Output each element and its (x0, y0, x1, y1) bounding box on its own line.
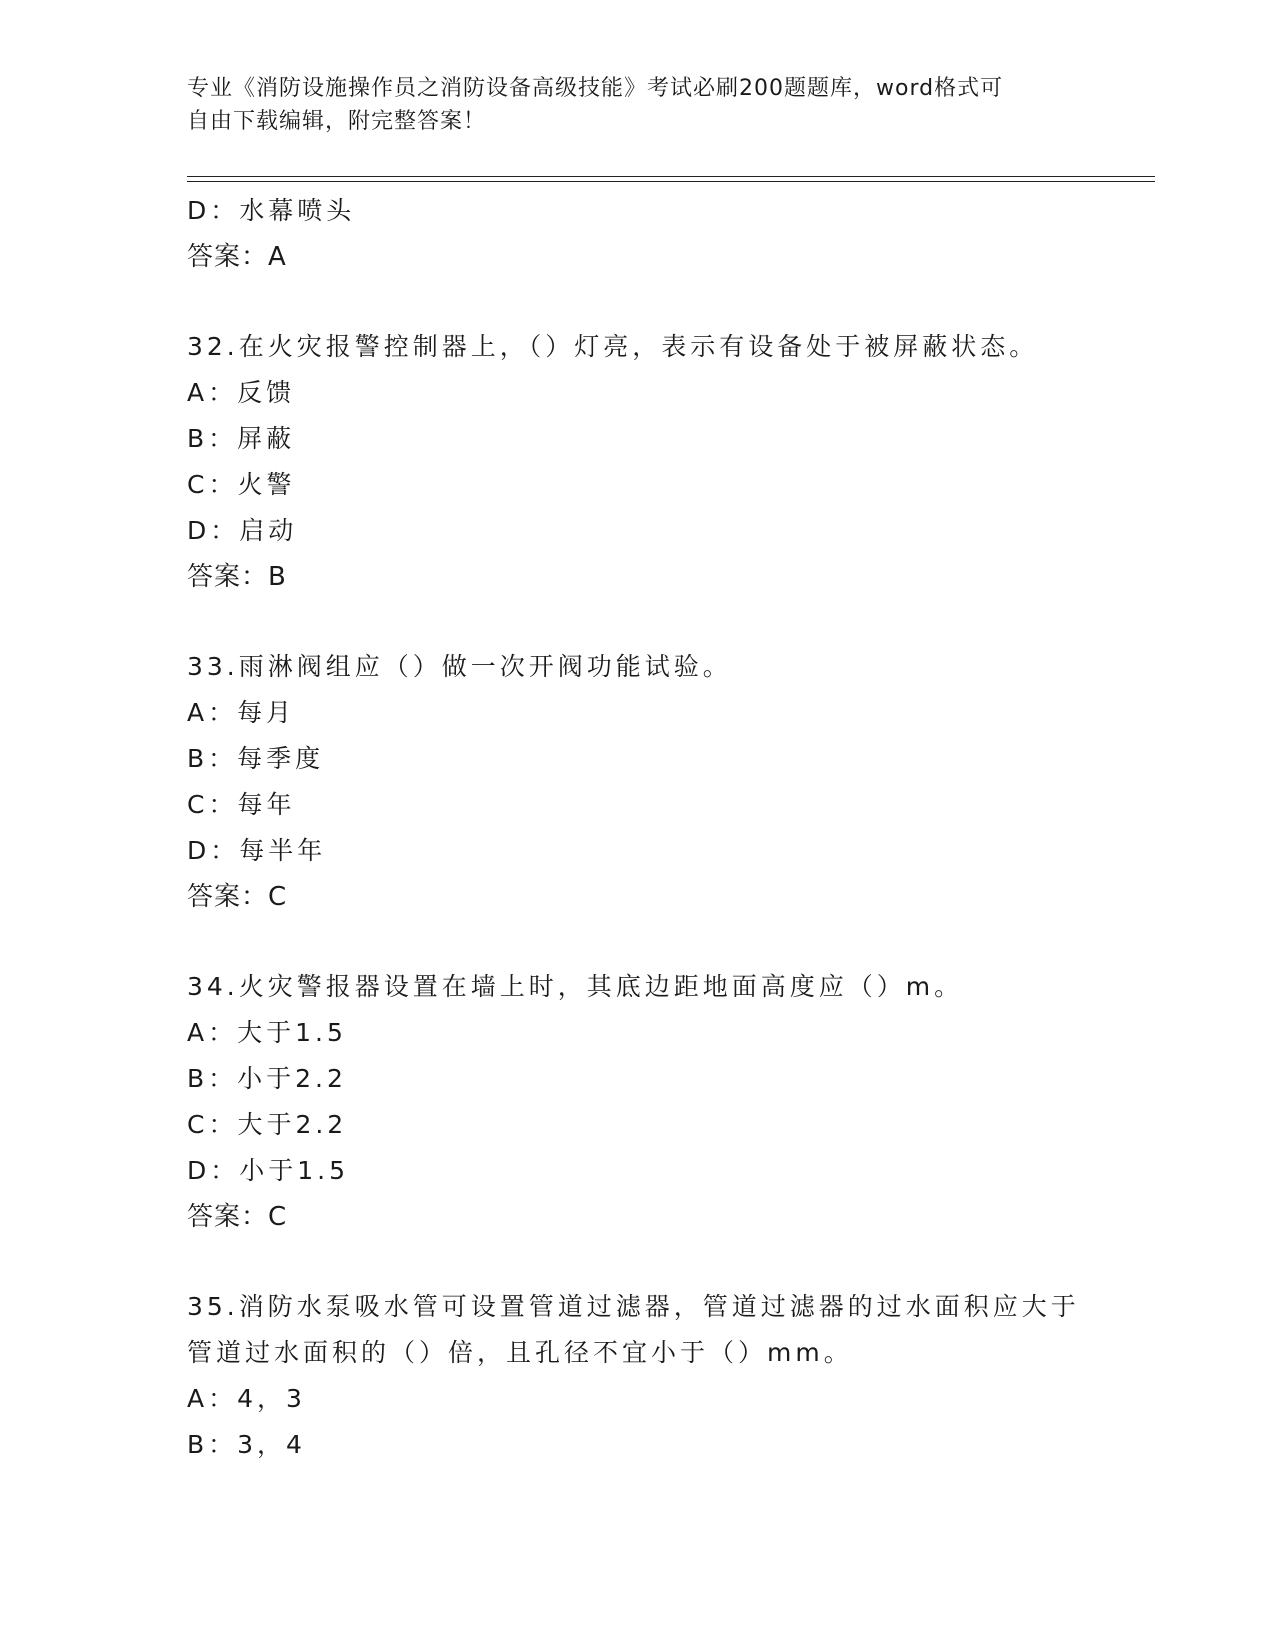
option-c: C：每年 (187, 790, 296, 819)
header-line-2: 自由下载编辑，附完整答案！ (187, 109, 487, 134)
option-d: D：启动 (187, 516, 298, 545)
question-text: 34.火灾警报器设置在墙上时，其底边距地面高度应（）m。 (187, 972, 964, 1001)
question-35 (187, 1284, 1087, 1468)
document-header (187, 72, 1067, 138)
header-divider-bottom (187, 181, 1155, 182)
option-a: A：每月 (187, 698, 296, 727)
question-32 (187, 324, 1087, 600)
question-text-line-2: 管道过水面积的（）倍，且孔径不宜小于（）mm。 (187, 1338, 853, 1367)
option-a: A：反馈 (187, 378, 296, 407)
header-divider-top (187, 176, 1155, 177)
question-text: 32.在火灾报警控制器上，（）灯亮，表示有设备处于被屏蔽状态。 (187, 332, 1039, 361)
option-b: B：3，4 (187, 1430, 306, 1459)
option-b: B：屏蔽 (187, 424, 296, 453)
option-b: B：每季度 (187, 744, 325, 773)
question-34 (187, 964, 1087, 1240)
answer-line: 答案：A (187, 242, 287, 272)
answer-line: 答案：C (187, 1202, 288, 1232)
option-d: D：小于1.5 (187, 1156, 350, 1185)
option-a: A：4，3 (187, 1384, 306, 1413)
option-c: C：大于2.2 (187, 1110, 348, 1139)
question-list (187, 188, 1087, 1468)
question-text: 33.雨淋阀组应（）做一次开阀功能试验。 (187, 652, 732, 681)
option-b: B：小于2.2 (187, 1064, 347, 1093)
header-line-1: 专业《消防设施操作员之消防设备高级技能》考试必刷200题题库，word格式可 (187, 76, 1004, 101)
question-text-line-1: 35.消防水泵吸水管可设置管道过滤器，管道过滤器的过水面积应大于 (187, 1292, 1080, 1321)
answer-line: 答案：C (187, 882, 288, 912)
option-c: C：火警 (187, 470, 296, 499)
option-d: D：每半年 (187, 836, 327, 865)
question-33 (187, 644, 1087, 920)
option-d: D：水幕喷头 (187, 196, 356, 225)
answer-line: 答案：B (187, 562, 287, 592)
option-a: A：大于1.5 (187, 1018, 347, 1047)
